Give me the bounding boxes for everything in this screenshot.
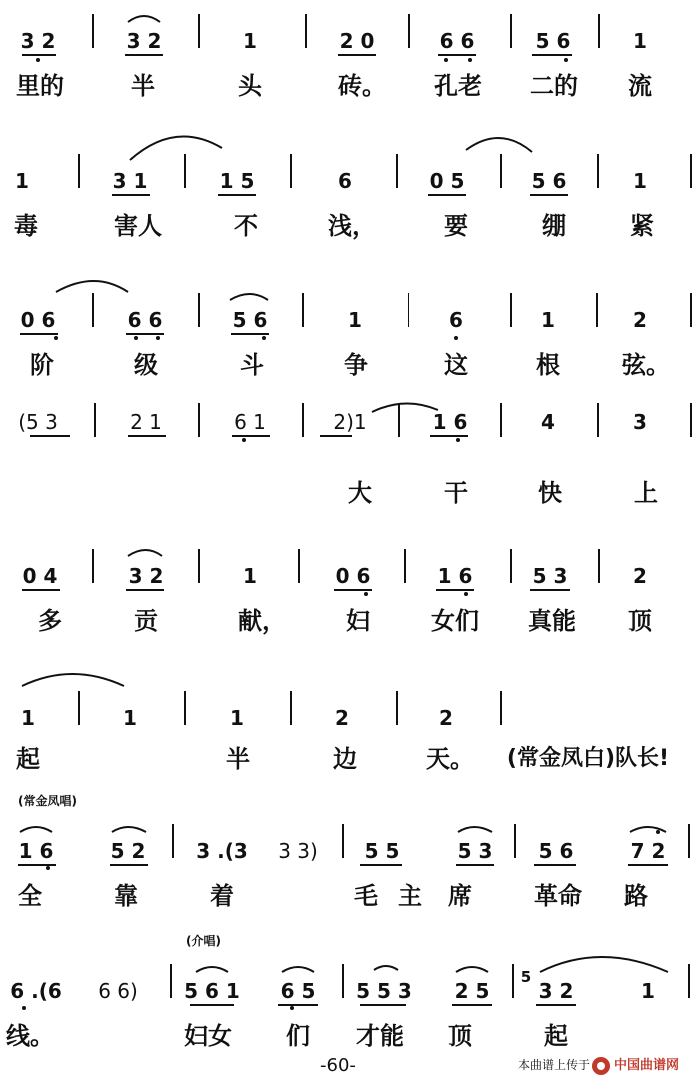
slur <box>130 136 222 160</box>
octave-dot <box>364 592 368 596</box>
note-group: 1 <box>541 308 555 332</box>
barline <box>597 154 599 188</box>
note-group: 1 <box>123 706 137 730</box>
lyric: 半 <box>226 745 250 773</box>
octave-dot <box>456 438 460 442</box>
page-number: -60- <box>320 1055 356 1076</box>
octave-dot <box>464 592 468 596</box>
slur <box>374 966 398 970</box>
note-group: 5 6 <box>232 308 268 332</box>
lyric: 孔老 <box>434 72 482 100</box>
barline <box>342 964 344 998</box>
lyric: 献， <box>238 607 286 635</box>
lyric: 天。 <box>426 745 474 773</box>
note-group: 0 6 <box>335 564 371 588</box>
underline <box>128 435 166 437</box>
underline <box>126 589 164 591</box>
lyric: 里的 <box>16 72 64 100</box>
underline <box>530 194 568 196</box>
underline <box>126 333 164 335</box>
barline <box>690 154 692 188</box>
barline <box>302 403 304 437</box>
note-group: 2 <box>633 564 647 588</box>
underline <box>334 589 372 591</box>
octave-dot <box>36 58 40 62</box>
lyric: 阶 <box>30 351 54 379</box>
lyric: 真能 <box>528 607 576 635</box>
note-group: 1 6 <box>432 410 468 434</box>
octave-dot <box>156 336 160 340</box>
barline <box>398 403 400 437</box>
note-group: 6 5 <box>280 979 316 1003</box>
note-group: 2 <box>439 706 453 730</box>
note-group: 1 <box>633 169 647 193</box>
note-group: 0 6 <box>20 308 56 332</box>
octave-dot <box>262 336 266 340</box>
lyric: 争 <box>344 351 368 379</box>
barline <box>92 14 94 48</box>
note-group: 1 <box>641 979 655 1003</box>
note-group: 5 5 3 <box>356 979 412 1003</box>
lyric: 妇女 <box>184 1022 232 1050</box>
note-group: 1 <box>21 706 35 730</box>
note-group: 3 <box>633 410 647 434</box>
barline <box>598 14 600 48</box>
slur <box>128 16 160 22</box>
lyric: 全 <box>18 882 42 910</box>
barline <box>184 154 186 188</box>
lyric: 半 <box>131 72 155 100</box>
barline <box>408 14 410 48</box>
note-group: 5 6 1 <box>184 979 240 1003</box>
note-group: 3 2 <box>538 979 574 1003</box>
slur <box>230 294 268 300</box>
note-group: 4 <box>541 410 555 434</box>
site-logo[interactable] <box>592 1055 700 1077</box>
note-group: 0 4 <box>22 564 58 588</box>
note-group: 2 5 <box>454 979 490 1003</box>
slur <box>372 403 438 412</box>
note-group: 1 <box>243 29 257 53</box>
grace-note: 5 <box>520 968 532 986</box>
lyric: 不 <box>234 212 258 240</box>
underline <box>628 864 668 866</box>
underline <box>231 333 269 335</box>
note-group: 2)1 <box>333 410 367 434</box>
lyric: 妇 <box>346 607 370 635</box>
octave-dot <box>242 438 246 442</box>
lyric: 着 <box>210 882 234 910</box>
underline <box>436 589 474 591</box>
octave-dot <box>564 58 568 62</box>
upload-credit: 本曲谱上传于 <box>518 1058 591 1072</box>
barline <box>94 403 96 437</box>
lyric: 毛 <box>354 882 378 910</box>
lyric: 边 <box>333 745 357 773</box>
lyric: 斗 <box>240 351 264 379</box>
note-group: 2 <box>335 706 349 730</box>
octave-dot <box>54 336 58 340</box>
barline <box>198 549 200 583</box>
lyric: 靠 <box>114 882 138 910</box>
underline <box>18 864 56 866</box>
lyric: 起 <box>16 745 40 773</box>
barline <box>184 691 186 725</box>
lyric: 紧 <box>630 212 654 240</box>
lyric: 头 <box>238 72 262 100</box>
lyric: 要 <box>444 212 468 240</box>
lyric: 女们 <box>431 607 479 635</box>
underline <box>110 864 148 866</box>
underline <box>320 435 352 437</box>
lyric: 顶 <box>628 607 652 635</box>
barline <box>510 293 512 327</box>
note-group: 1 6 <box>18 839 54 863</box>
lyric: 革命 <box>534 882 582 910</box>
underline <box>430 435 468 437</box>
slur <box>466 138 532 152</box>
lyric: 线。 <box>6 1022 54 1050</box>
lyric: 顶 <box>448 1022 472 1050</box>
barline <box>404 549 406 583</box>
lyric: 上 <box>634 479 658 507</box>
barline <box>510 14 512 48</box>
note-group: 1 <box>633 29 647 53</box>
note-group: 6 6 <box>127 308 163 332</box>
underline <box>360 864 402 866</box>
note-group: 3 2 <box>128 564 164 588</box>
barline <box>598 549 600 583</box>
note-group: 6 1 <box>234 410 266 434</box>
note-group: 5 2 <box>110 839 146 863</box>
barline <box>408 293 409 327</box>
note-group: 1 6 <box>437 564 473 588</box>
barline <box>514 824 516 858</box>
note-group: 1 <box>243 564 257 588</box>
barline <box>170 964 172 998</box>
note-group: 6 .(6 <box>10 979 62 1003</box>
lyric: 弦。 <box>622 351 670 379</box>
lyric: 快 <box>538 479 562 507</box>
barline <box>510 549 512 583</box>
barline <box>172 824 174 858</box>
underline <box>532 54 572 56</box>
barline <box>198 293 200 327</box>
note-group: 5 3 <box>457 839 493 863</box>
lyric: 路 <box>624 882 648 910</box>
lyric: 们 <box>286 1022 310 1050</box>
underline <box>218 194 256 196</box>
barline <box>688 964 690 998</box>
underline <box>456 864 494 866</box>
lyric: 浅， <box>328 212 376 240</box>
note-group: 6 6 <box>439 29 475 53</box>
lyric: 绷 <box>542 212 566 240</box>
underline <box>22 54 56 56</box>
slur <box>128 550 162 556</box>
barline <box>688 824 690 858</box>
slur <box>282 967 314 972</box>
note-group: 2 1 <box>130 410 162 434</box>
note-group: 1 <box>230 706 244 730</box>
underline <box>452 1004 492 1006</box>
underline <box>20 333 58 335</box>
lyric: 毒 <box>14 212 38 240</box>
lyric: 席 <box>448 882 472 910</box>
barline <box>198 403 200 437</box>
lyric: 害人 <box>114 212 162 240</box>
underline <box>30 435 70 437</box>
barline <box>302 293 304 327</box>
note-group: 5 3 <box>532 564 568 588</box>
barline <box>78 154 80 188</box>
slur <box>196 967 228 972</box>
octave-dot <box>468 58 472 62</box>
barline <box>512 964 514 998</box>
octave-dot <box>454 336 458 340</box>
note-group: 3 3) <box>278 839 318 863</box>
slur <box>458 827 492 832</box>
note-group: 0 5 <box>429 169 465 193</box>
logo-text: 中国曲谱网 <box>614 1058 680 1073</box>
underline <box>112 194 150 196</box>
note-group: 1 <box>15 169 29 193</box>
barline <box>500 154 502 188</box>
barline <box>690 293 692 327</box>
performer-annotation: (介唱) <box>186 934 221 948</box>
underline <box>438 54 476 56</box>
barline <box>597 403 599 437</box>
barline <box>198 14 200 48</box>
octave-dot <box>290 1006 294 1010</box>
slur <box>22 674 124 686</box>
lyric: 根 <box>536 351 560 379</box>
underline <box>428 194 466 196</box>
underline <box>360 1004 406 1006</box>
lyric: 起 <box>544 1022 568 1050</box>
barline <box>690 403 692 437</box>
note-group: 7 2 <box>630 839 666 863</box>
underline <box>536 1004 576 1006</box>
performer-annotation: (常金凤唱) <box>18 794 77 808</box>
underline <box>278 1004 318 1006</box>
note-group: 2 <box>633 308 647 332</box>
slur <box>20 827 52 832</box>
note-group: 3 2 <box>126 29 162 53</box>
note-group: 3 2 <box>20 29 56 53</box>
lyric: (常金凤白)队长! <box>506 746 670 771</box>
underline <box>125 54 163 56</box>
note-group: 1 <box>348 308 362 332</box>
note-group: 6 <box>338 169 352 193</box>
note-group: 3 1 <box>112 169 148 193</box>
barline <box>92 549 94 583</box>
slur <box>112 827 146 832</box>
lyric: 二的 <box>530 72 578 100</box>
note-group: 5 5 <box>364 839 400 863</box>
octave-dot <box>46 866 50 870</box>
slur <box>630 827 666 832</box>
barline <box>596 293 598 327</box>
lyric: 砖。 <box>338 72 386 100</box>
note-group: 1 5 <box>219 169 255 193</box>
lyric: 大 <box>348 479 372 507</box>
underline <box>232 435 270 437</box>
lyric: 级 <box>134 351 158 379</box>
barline <box>396 691 398 725</box>
note-group: 5 6 <box>531 169 567 193</box>
underline <box>22 589 60 591</box>
lyric: 才能 <box>356 1022 404 1050</box>
barline <box>396 154 398 188</box>
underline <box>338 54 376 56</box>
note-group: 5 6 <box>538 839 574 863</box>
barline <box>78 691 80 725</box>
underline <box>534 864 576 866</box>
qupu-logo-icon <box>592 1057 610 1075</box>
underline <box>530 589 570 591</box>
lyric: 多 <box>38 607 62 635</box>
note-group: (5 3 <box>18 410 58 434</box>
barline <box>342 824 344 858</box>
barline <box>500 403 502 437</box>
barline <box>305 14 307 48</box>
lyric: 干 <box>444 479 468 507</box>
note-group: 6 <box>449 308 463 332</box>
octave-dot <box>22 1006 26 1010</box>
slur <box>56 281 128 292</box>
barline <box>500 691 502 725</box>
lyric: 贡 <box>134 607 158 635</box>
note-group: 2 0 <box>339 29 375 53</box>
lyric: 主 <box>398 882 422 910</box>
slur <box>456 967 488 972</box>
barline <box>298 549 300 583</box>
barline <box>92 293 94 327</box>
note-group: 3 .(3 <box>196 839 248 863</box>
octave-dot <box>134 336 138 340</box>
lyric: 流 <box>628 72 652 100</box>
note-group: 6 6) <box>98 979 138 1003</box>
octave-dot <box>656 830 660 834</box>
barline <box>290 154 292 188</box>
note-group: 5 6 <box>535 29 571 53</box>
barline <box>290 691 292 725</box>
underline <box>190 1004 234 1006</box>
lyric: 这 <box>444 351 468 379</box>
slur <box>540 957 668 972</box>
octave-dot <box>444 58 448 62</box>
